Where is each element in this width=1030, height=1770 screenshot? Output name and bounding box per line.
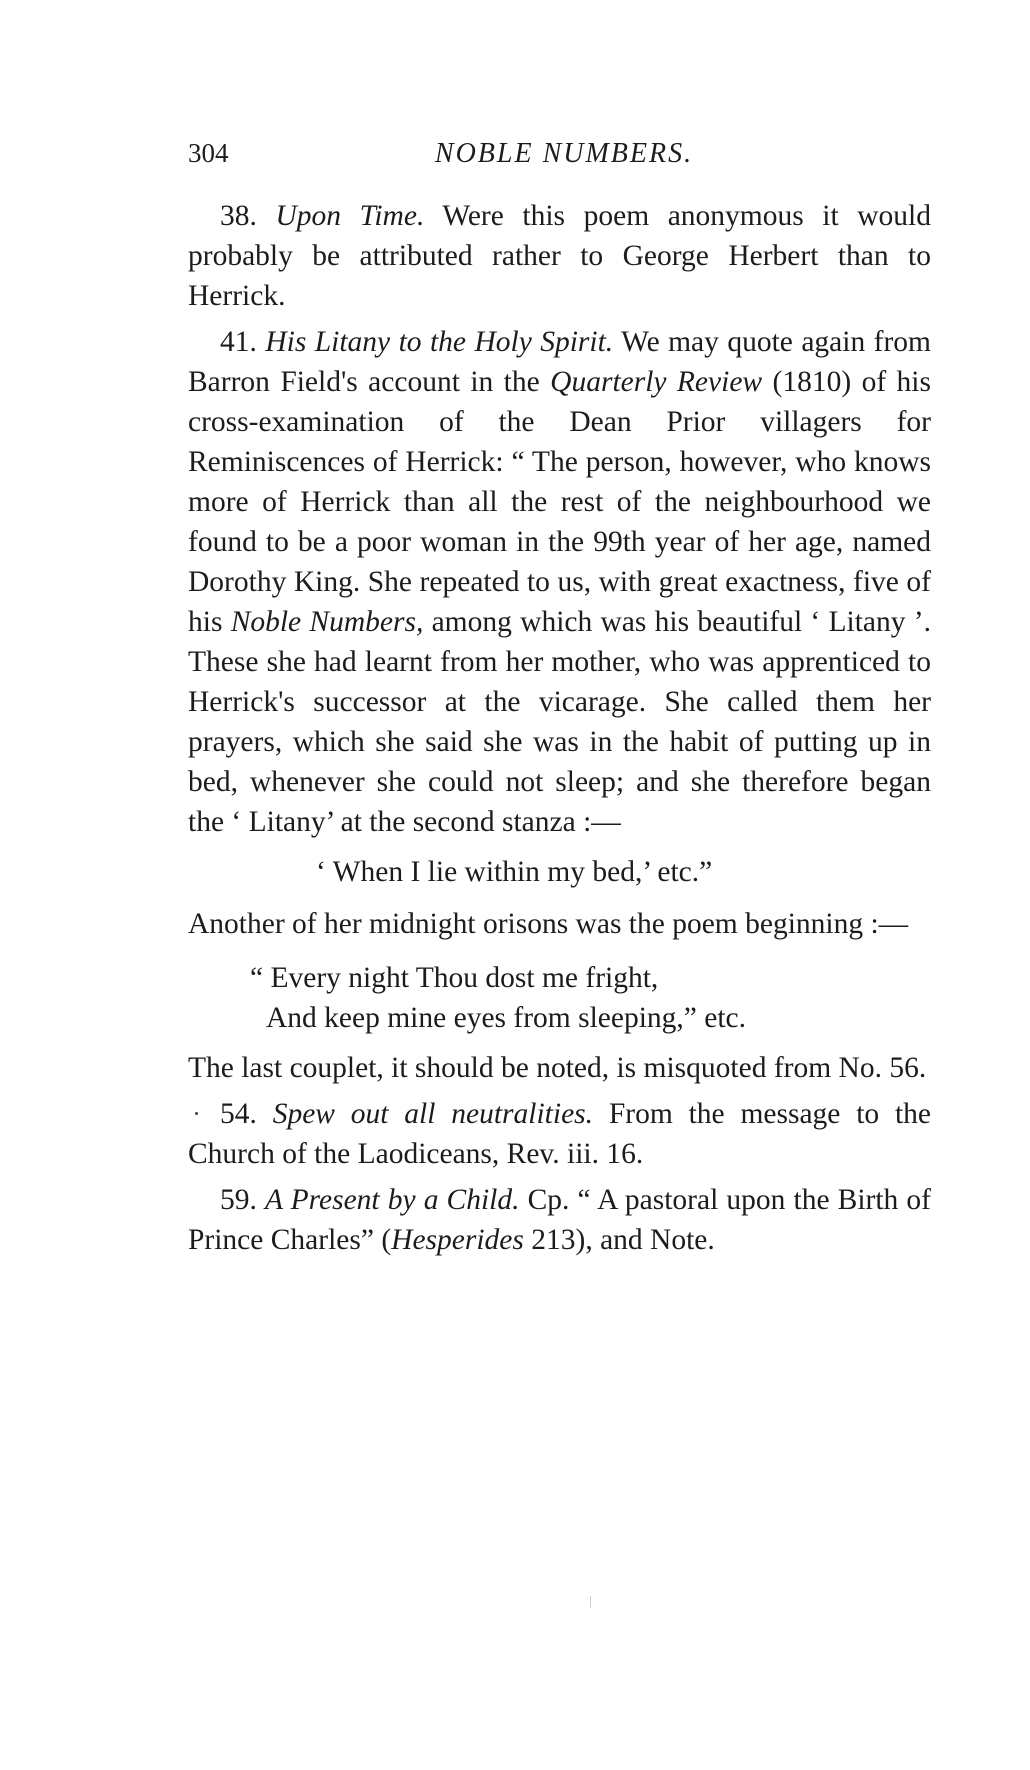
note-number: 38. (220, 200, 257, 232)
note-41 (188, 322, 931, 842)
work-title: Noble Numbers, (230, 606, 424, 638)
verse-quote (188, 958, 931, 1038)
note-text: Were this poem anonymous it would probably be attributed rather to George Herbert than to Herrick. (188, 200, 931, 312)
note-closing: The last couplet, it should be noted, is misquoted from No. 56. (188, 1052, 927, 1084)
note-continuation: Another of her midnight orisons was the poem beginning :— (188, 908, 909, 940)
verse-line: “ Every night Thou dost me fright, (250, 962, 659, 994)
note-title: Upon Time. (275, 200, 425, 232)
note-number: 59. (220, 1184, 257, 1216)
print-speck (590, 1596, 591, 1608)
block-quote: ‘ When I lie within my bed,’ etc.” (316, 856, 713, 888)
note-title: A Present by a Child. (265, 1184, 520, 1216)
note-text: We may quote again from Barron Field's account in the (188, 326, 931, 398)
verse-line: And keep mine eyes from sleeping,” etc. (266, 1002, 747, 1034)
note-title: Spew out all neutralities. (272, 1098, 594, 1130)
running-head: NOBLE NUMBERS. (434, 138, 694, 169)
note-text: among which was his beautiful ‘ Litany ’. These she had learnt from her mother, who was apprenticed to Herrick's successor at the vicarage. She called them her prayers, which she said she was in the habit of putting up in bed, whenever she could not sleep; and she therefore began the ‘ Litany’ at the second stanza :— (188, 606, 931, 838)
journal-title: Quarterly Review (550, 366, 763, 398)
note-number: 41. (220, 326, 257, 358)
note-text: Cp. “ A pastoral upon the Birth of Prince Charles” ( (188, 1184, 931, 1256)
note-number: 54. (220, 1098, 257, 1130)
print-speck (195, 1112, 198, 1115)
note-title: His Litany to the Holy Spirit. (265, 326, 614, 358)
note-text: 213), and Note. (523, 1224, 715, 1256)
note-text: From the message to the Church of the Laodiceans, Rev. iii. 16. (188, 1098, 932, 1170)
notes-body (188, 196, 931, 1260)
page-number: 304 (188, 138, 229, 168)
note-54 (188, 1094, 931, 1174)
page-header (188, 138, 940, 178)
note-text: (1810) of his cross-examination of the Dean Prior villagers for Reminiscences of Herrick: “ The person, however, who knows more of Herrick than all the rest of the neighbourhood we found to be a poor woman in the 99th year of her age, named Dorothy King. She repeated to us, with great exactness, five of his (188, 366, 931, 638)
note-38 (188, 196, 931, 316)
note-59 (188, 1180, 931, 1260)
reference-title: Hesperides (391, 1224, 524, 1256)
